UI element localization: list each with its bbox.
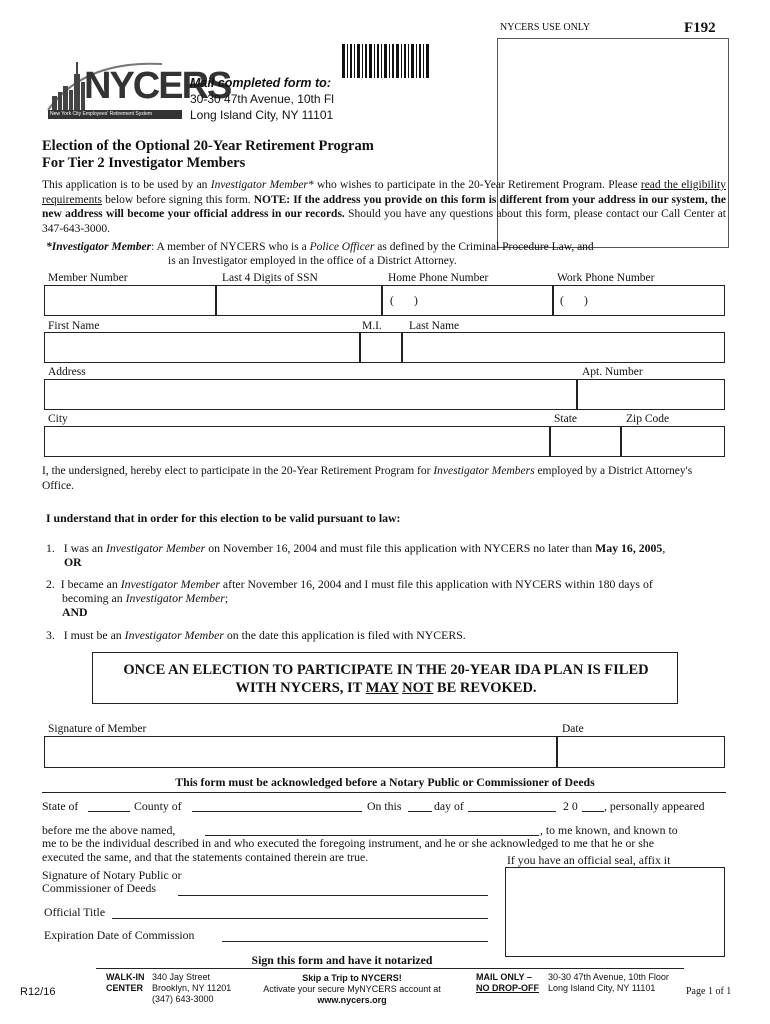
item-2: 2. I became an Investigator Member after November 16, 2004 and I must file this application with NYCERS within 180 days of	[46, 577, 653, 591]
page-number: Page 1 of 1	[686, 986, 732, 997]
home-phone-paren-open: (	[390, 295, 394, 307]
signature-of-member-label: Signature of Member	[48, 723, 147, 735]
no-drop-off-label: NO DROP-OFF	[476, 983, 539, 993]
mail-only-label: MAIL ONLY –	[476, 972, 532, 982]
notary-signature-input[interactable]	[178, 895, 488, 896]
warning-line2: WITH NYCERS, IT MAY NOT BE REVOKED.	[235, 680, 537, 696]
city-field[interactable]	[44, 426, 550, 457]
city-label: City	[48, 413, 68, 425]
barcode-graphic	[342, 44, 430, 78]
state-of-input[interactable]	[88, 811, 130, 812]
notary-heading: This form must be acknowledged before a Notary Public or Commissioner of Deeds	[175, 775, 595, 789]
item-3: 3. I must be an Investigator Member on the date this application is filed with NYCERS.	[46, 628, 466, 642]
ssn-field[interactable]	[216, 285, 382, 316]
notary-signature-label1: Signature of Notary Public or	[42, 868, 182, 882]
zip-code-field[interactable]	[621, 426, 725, 457]
nycers-use-only-label: NYCERS USE ONLY	[500, 22, 591, 33]
logo-subtext: New York City Employees' Retirement System	[50, 111, 153, 117]
sign-notarized-note: Sign this form and have it notarized	[251, 953, 433, 967]
last-name-field[interactable]	[402, 332, 725, 363]
mi-field[interactable]	[360, 332, 402, 363]
footer-mail-address-2: Long Island City, NY 11101	[548, 983, 656, 993]
walkin-address-1: 340 Jay Street	[152, 972, 211, 982]
understand-heading: I understand that in order for this election to be valid pursuant to law:	[46, 511, 401, 525]
or-label: OR	[64, 555, 82, 569]
official-seal-box	[505, 867, 725, 957]
member-number-label: Member Number	[48, 272, 128, 284]
eligibility-link[interactable]: read the eligibility requirements	[42, 179, 726, 206]
footer-divider	[96, 968, 684, 969]
irrevocable-warning-box	[92, 652, 678, 704]
date-label: Date	[562, 723, 584, 735]
zip-code-label: Zip Code	[626, 413, 670, 425]
home-phone-label: Home Phone Number	[388, 272, 489, 284]
official-title-label: Official Title	[44, 905, 106, 919]
logo-text: NYCERS	[84, 65, 231, 107]
item-1: 1. I was an Investigator Member on November 16, 2004 and must file this application with NYCERS no later than May 16, 2005,	[46, 541, 666, 555]
ssn-label: Last 4 Digits of SSN	[222, 272, 318, 284]
on-this-day-input[interactable]	[408, 811, 432, 812]
expiration-input[interactable]	[222, 941, 488, 942]
work-phone-label: Work Phone Number	[557, 272, 655, 284]
skip-trip-text: Activate your secure MyNYCERS account at	[263, 984, 441, 994]
form-title-line1: Election of the Optional 20-Year Retirement Program	[42, 138, 374, 154]
and-label: AND	[62, 605, 88, 619]
county-of-label: County of	[134, 799, 182, 813]
mail-address-line2: Long Island City, NY 11101	[190, 108, 334, 122]
form-number: F192	[684, 20, 716, 36]
walkin-phone: (347) 643-3000	[152, 994, 214, 1004]
year-label: 2 0	[563, 799, 578, 813]
work-phone-paren-open: (	[560, 295, 564, 307]
signature-of-member-field[interactable]	[44, 736, 557, 768]
work-phone-paren-close: )	[584, 295, 588, 307]
notary-divider	[42, 792, 726, 793]
day-of-input[interactable]	[468, 811, 556, 812]
address-label: Address	[48, 366, 86, 378]
expiration-label: Expiration Date of Commission	[44, 928, 195, 942]
nycers-website-link[interactable]: www.nycers.org	[317, 995, 387, 1005]
election-statement: I, the undersigned, hereby elect to participate in the 20-Year Retirement Program for Investigator Members employed by a District Attorney's Office.	[42, 465, 693, 492]
day-of-label: day of	[434, 799, 464, 813]
to-me-known-label: , to me known, and known to	[540, 823, 678, 837]
home-phone-paren-close: )	[414, 295, 418, 307]
walkin-label-2: CENTER	[106, 983, 144, 993]
date-field[interactable]	[557, 736, 725, 768]
state-label: State	[554, 413, 577, 425]
state-field[interactable]	[550, 426, 621, 457]
member-number-field[interactable]	[44, 285, 216, 316]
walkin-address-2: Brooklyn, NY 11201	[152, 983, 232, 993]
official-seal-label: If you have an official seal, affix it	[507, 853, 671, 867]
first-name-label: First Name	[48, 320, 100, 332]
notary-statement-line3: me to be the individual described in and who executed the foregoing instrument, and he or she acknowledged to me that he or she	[42, 836, 654, 850]
walkin-label-1: WALK-IN	[106, 972, 145, 982]
definition: *Investigator Member: A member of NYCERS who is a Police Officer as defined by the Criminal Procedure Law, and	[46, 241, 594, 253]
barcode	[342, 44, 430, 78]
first-name-field[interactable]	[44, 332, 360, 363]
notary-statement-line4: executed the same, and that the statements contained therein are true.	[42, 850, 369, 864]
personally-appeared-label: , personally appeared	[604, 799, 705, 813]
county-of-input[interactable]	[192, 811, 362, 812]
nycers-logo	[44, 52, 231, 122]
intro-paragraph: This application is to be used by an Investigator Member* who wishes to participate in the 20-Year Retirement Program. Please read the eligibility requirements below before signing this form. NOTE: If the address you provide on this form is different from your address in our system, the new address will become your official address in our records. Should you have any questions about this form, please contact our Call Center at 347-643-3000.	[42, 179, 726, 235]
year-input[interactable]	[582, 811, 604, 812]
item-2-line2: becoming an Investigator Member;	[62, 591, 229, 605]
mi-label: M.I.	[362, 320, 382, 332]
revision-code: R12/16	[20, 986, 56, 998]
footer-mail-address-1: 30-30 47th Avenue, 10th Floor	[548, 972, 669, 982]
mail-address-line1: 30-30 47th Avenue, 10th Fl	[190, 92, 334, 106]
apt-number-label: Apt. Number	[582, 366, 643, 378]
apt-number-field[interactable]	[577, 379, 725, 410]
work-phone-field[interactable]	[553, 285, 725, 316]
notary-signature-label2: Commissioner of Deeds	[42, 881, 157, 895]
home-phone-field[interactable]	[382, 285, 553, 316]
definition-line2: is an Investigator employed in the office of a District Attorney.	[168, 255, 457, 267]
last-name-label: Last Name	[409, 320, 460, 332]
official-title-input[interactable]	[112, 918, 488, 919]
address-field[interactable]	[44, 379, 577, 410]
skip-trip-heading: Skip a Trip to NYCERS!	[302, 973, 402, 983]
warning-line1: ONCE AN ELECTION TO PARTICIPATE IN THE 20-YEAR IDA PLAN IS FILED	[123, 662, 649, 678]
mail-heading: Mail completed form to:	[190, 76, 331, 90]
on-this-label: On this	[367, 799, 402, 813]
state-of-label: State of	[42, 799, 79, 813]
before-me-label: before me the above named,	[42, 823, 176, 837]
form-title-line2: For Tier 2 Investigator Members	[42, 155, 246, 171]
